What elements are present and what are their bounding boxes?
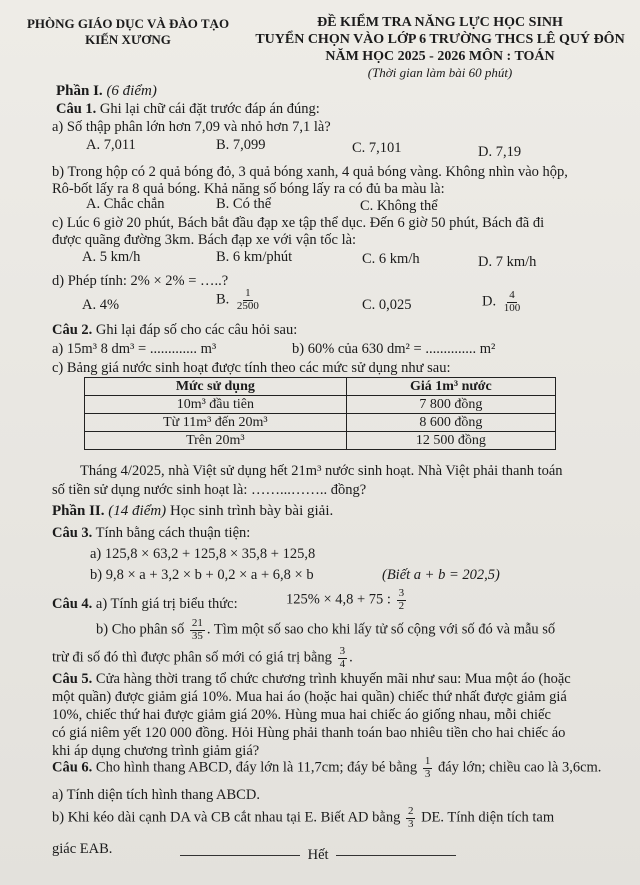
fraction-numerator: 4: [509, 289, 515, 301]
q2c-after-line2: số tiền sử dụng nước sinh hoạt là: ……...…….. đồng?: [52, 482, 367, 498]
q1b-option-c: C. Không thể: [360, 198, 438, 214]
q1c-line1: c) Lúc 6 giờ 20 phút, Bách bắt đầu đạp xe tập thể dục. Đến 6 giờ 50 phút, Bách đã đi: [52, 215, 545, 231]
table-cell: 10m³ đầu tiên: [85, 396, 347, 414]
table-header-row: [85, 378, 556, 396]
q1d-text: d) Phép tính: 2% × 2% = …..?: [52, 273, 229, 289]
q2-text: Ghi lại đáp số cho các câu hỏi sau:: [95, 322, 298, 338]
part2-points: (14 điểm): [108, 503, 167, 519]
table-cell: 7 800 đồng: [346, 396, 555, 414]
header-district: KIẾN XƯƠNG: [85, 32, 171, 47]
q6a-text: a) Tính diện tích hình thang ABCD.: [52, 787, 260, 803]
q1-title: Câu 1.: [56, 101, 97, 117]
q2c-after-line1: Tháng 4/2025, nhà Việt sử dụng hết 21m³ nước sinh hoạt. Nhà Việt phải thanh toán: [80, 463, 563, 479]
q2c-text: c) Bảng giá nước sinh hoạt được tính theo các mức sử dụng như sau:: [52, 360, 451, 376]
q6b-line1: [52, 806, 554, 830]
fraction-numerator: 3: [398, 587, 405, 599]
fraction-numerator: 1: [245, 287, 251, 299]
q6b-text2: DE. Tính diện tích tam: [421, 809, 555, 826]
fraction-denominator: 35: [191, 629, 203, 642]
q5-line3: 10%, chiếc thứ hai được giảm giá 20%. Hùng mua hai chiếc áo giống nhau, mỗi chiếc: [52, 707, 551, 723]
q4b-text2: . Tìm một số sao cho khi lấy tử số cộng với số đó và mẫu số: [206, 621, 556, 638]
fraction-numerator: 3: [339, 645, 346, 657]
table-header-usage: Mức sử dụng: [85, 378, 347, 396]
header-exam-title: ĐỀ KIỂM TRA NĂNG LỰC HỌC SINH: [317, 15, 563, 30]
q4a-text: a) Tính giá trị biểu thức:: [95, 596, 238, 612]
q3b-text: b) 9,8 × a + 3,2 × b + 0,2 × a + 6,8 × b: [90, 567, 314, 583]
table-cell: 12 500 đồng: [346, 432, 555, 450]
q5-line2: một quần) được giảm giá 10%. Mua hai áo (hoặc hai quần) chiếc thứ nhất được giảm giá: [52, 689, 567, 705]
q6-text2: đáy lớn; chiều cao là 3,6cm.: [437, 759, 602, 776]
q3b-hint: (Biết a + b = 202,5): [382, 567, 500, 583]
q4b-fraction: [190, 618, 205, 642]
q4b-text1: b) Cho phân số: [96, 621, 185, 638]
q4a-expression-text: 125% × 4,8 + 75 :: [286, 591, 391, 608]
part1-title: Phần I.: [56, 83, 103, 99]
q1d-option-d-fraction: [502, 290, 523, 314]
q3a-text: a) 125,8 × 63,2 + 125,8 × 35,8 + 125,8: [90, 546, 316, 562]
table-row: [85, 432, 556, 450]
q2-heading: [52, 321, 297, 339]
fraction-numerator: 1: [424, 755, 431, 767]
q1c-line2: được quãng đường 3km. Bách đạp xe với vận tốc là:: [52, 232, 357, 248]
q4a-fraction: [397, 588, 407, 612]
q1b-option-a: A. Chắc chắn: [86, 196, 165, 212]
table-row: [85, 396, 556, 414]
q1d-option-d-label: D.: [482, 293, 497, 310]
part1-points: (6 điểm): [106, 83, 157, 99]
end-divider-left: [180, 855, 300, 856]
table-row: [85, 414, 556, 432]
q1c-option-b: B. 6 km/phút: [216, 249, 293, 265]
q6b-text1: b) Khi kéo dài cạnh DA và CB cắt nhau tại E. Biết AD bằng: [52, 809, 401, 826]
header-time: (Thời gian làm bài 60 phút): [367, 65, 513, 80]
q5-line4: có giá niêm yết 120 000 đồng. Hỏi Hùng phải thanh toán bao nhiêu tiền cho hai chiếc áo: [52, 725, 566, 741]
end-text: Hết: [307, 847, 329, 863]
part1-heading: [56, 82, 157, 101]
q2b-text: b) 60% của 630 dm² = .............. m²: [292, 341, 496, 357]
q4b-line1: [96, 618, 555, 642]
q3-heading: [52, 524, 250, 542]
q5-line5: khi áp dụng chương trình giảm giá?: [52, 743, 260, 759]
part2-heading: [52, 502, 333, 521]
table-header-price: Giá 1m³ nước: [346, 378, 555, 396]
q4b-line2: trừ đi số đó thì được phân số mới có giá trị bằng $\frac{3}{4}$ .: [52, 645, 353, 670]
q4b-fraction2: [338, 646, 348, 670]
q1c-option-c: C. 6 km/h: [362, 251, 420, 267]
header-school-year: NĂM HỌC 2025 - 2026 MÔN : TOÁN: [325, 49, 555, 64]
q6-fraction: [423, 756, 433, 780]
q4-title: Câu 4.: [52, 596, 93, 612]
fraction-denominator: 2: [398, 599, 405, 612]
q1a-option-b: B. 7,099: [216, 137, 266, 153]
fraction-denominator: 100: [503, 301, 521, 314]
fraction-denominator: 3: [407, 817, 414, 830]
q6-title: Câu 6.: [52, 759, 93, 776]
q1a-option-d: D. 7,19: [478, 144, 522, 160]
fraction-numerator: 21: [191, 617, 203, 629]
fraction-denominator: 2500: [236, 299, 259, 312]
q1d-option-b-fraction: [235, 288, 261, 312]
q5-title: Câu 5.: [52, 671, 93, 687]
q5-text1: Cửa hàng thời trang tổ chức chương trình khuyến mãi như sau: Mua một áo (hoặc: [95, 671, 571, 687]
q1d-option-b-label: B.: [216, 291, 230, 308]
end-marker: [176, 846, 460, 864]
q1-text: Ghi lại chữ cái đặt trước đáp án đúng:: [99, 101, 320, 117]
q5-line1: [52, 670, 571, 688]
q3-title: Câu 3.: [52, 525, 93, 541]
part2-subtitle: Học sinh trình bày bài giải.: [169, 503, 334, 519]
q4a-line: [52, 595, 238, 613]
q1a-option-c: C. 7,101: [352, 140, 402, 156]
q6-text1: Cho hình thang ABCD, đáy lớn là 11,7cm; đáy bé bằng: [95, 759, 418, 776]
q1d-option-b: [216, 288, 263, 312]
q1c-option-d: D. 7 km/h: [478, 254, 537, 270]
q1a-text: a) Số thập phân lớn hơn 7,09 và nhỏ hơn 7,1 là?: [52, 119, 331, 135]
q1d-option-d: [482, 290, 524, 314]
table-cell: Từ 11m³ đến 20m³: [85, 414, 347, 432]
q1-heading: [56, 100, 320, 118]
q1a-option-a: A. 7,011: [86, 137, 136, 153]
end-divider-right: [336, 855, 456, 856]
fraction-numerator: 2: [407, 805, 414, 817]
table-cell: Trên 20m³: [85, 432, 347, 450]
fraction-denominator: 4: [339, 657, 346, 670]
q1c-option-a: A. 5 km/h: [82, 249, 141, 265]
q6b-fraction: [406, 806, 416, 830]
fraction-denominator: 3: [424, 767, 431, 780]
q3-text: Tính bằng cách thuận tiện:: [95, 525, 251, 541]
water-price-table: [84, 377, 556, 450]
q6-line1: [52, 756, 601, 780]
q2a-text: a) 15m³ 8 dm³ = ............. m³: [52, 341, 217, 357]
q1d-option-c: C. 0,025: [362, 297, 412, 313]
header-exam-subtitle: TUYỂN CHỌN VÀO LỚP 6 TRƯỜNG THCS LÊ QUÝ ĐÔN: [255, 32, 625, 47]
header-department: PHÒNG GIÁO DỤC VÀ ĐÀO TẠO: [26, 16, 230, 31]
q2-title: Câu 2.: [52, 322, 93, 338]
q6b-line2: giác EAB.: [52, 841, 113, 857]
q1b-line2: Rô-bốt lấy ra 8 quả bóng. Khả năng số bóng lấy ra có đủ ba màu là:: [52, 181, 445, 197]
q4b-text3: trừ đi số đó thì được phân số mới có giá trị bằng: [52, 649, 332, 666]
q1b-option-b: B. Có thể: [216, 196, 272, 212]
part2-title: Phần II.: [52, 503, 105, 519]
q1d-option-a: A. 4%: [82, 297, 120, 313]
q4a-expression: [286, 588, 408, 612]
q1b-line1: b) Trong hộp có 2 quả bóng đỏ, 3 quả bóng xanh, 4 quả bóng vàng. Không nhìn vào hộp,: [52, 164, 568, 180]
table-cell: 8 600 đồng: [346, 414, 555, 432]
